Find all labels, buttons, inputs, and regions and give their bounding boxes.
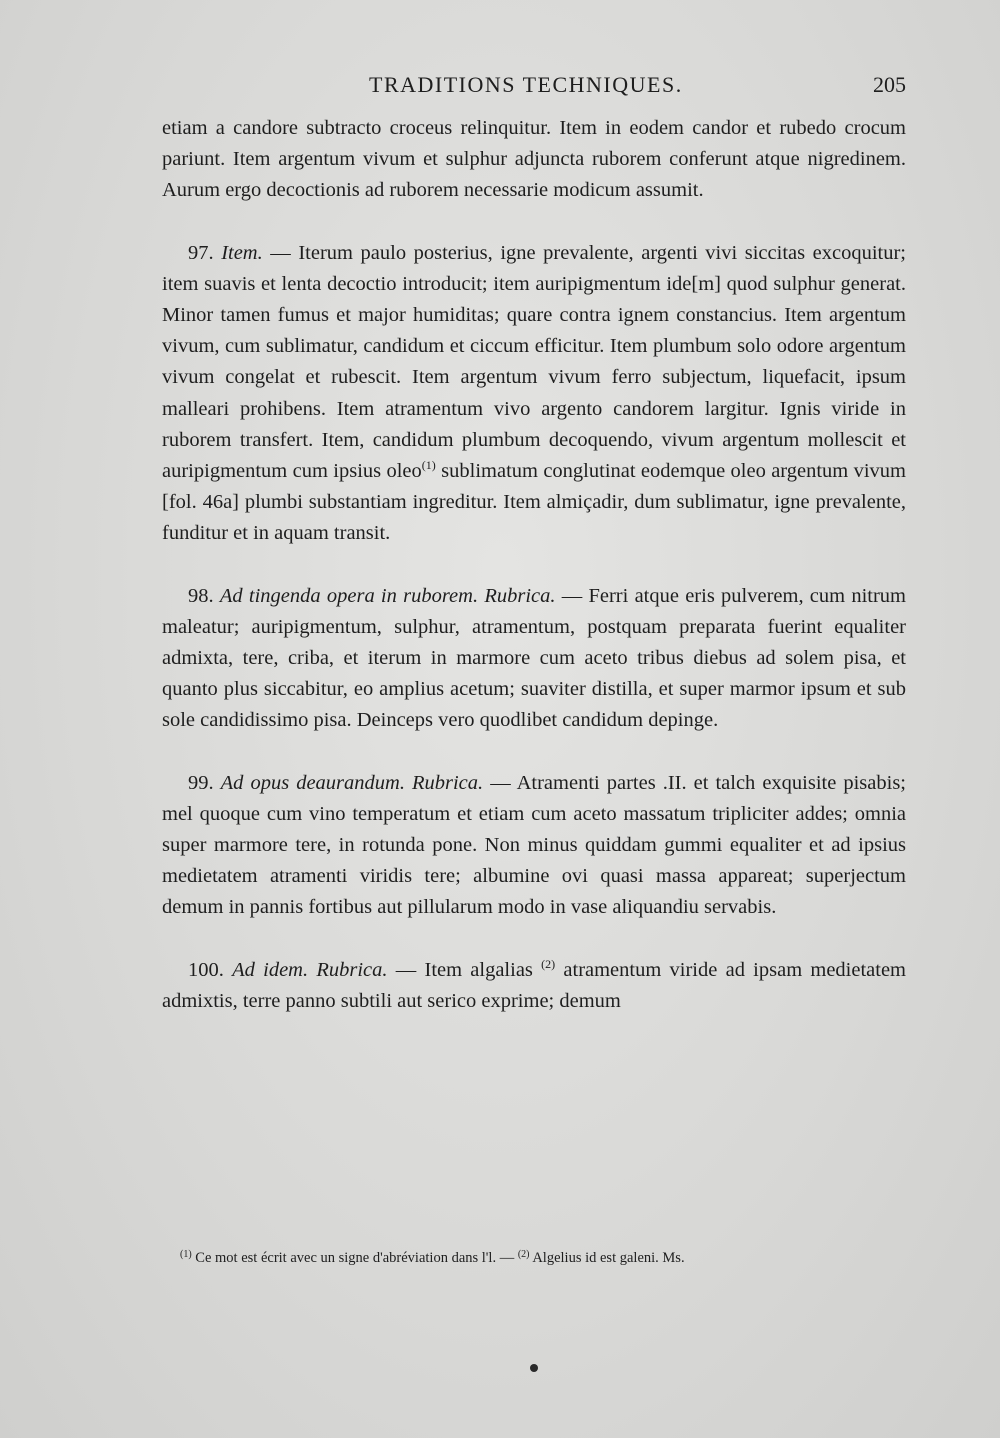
paragraph-text-continued: atramentum viride ad ipsam medietatem admixtis, terre panno subtili aut serico exprime; demum — [162, 958, 907, 1012]
footnote-mark-2: (2) — [517, 1249, 530, 1260]
paragraph-text: etiam a candore subtracto croceus relinquitur. Item in eodem candor et rubedo crocum pariunt. Item argentum vivum et sulphur adjuncta ruborem conferunt atque nigredinem. Aurum ergo decoctionis ad ruborem necessarie modicum assumit. — [162, 117, 906, 202]
paragraph-number: 97. — [188, 241, 214, 264]
paragraph-text: — Iterum paulo posterius, igne prevalente, argenti vivi siccitas excoquitur; item suavis et lenta decoctio introducit; item auripigmentum ide[m] quod sulphur generat. Minor tamen fumus et major humiditas; quare contra ignem constancius. Item argentum vivum, cum sublimatur, candidum et ciccum efficitur. Item plumbum solo odore argentum vivum congelat et rubescit. Item argentum vivum ferro subjectum, liquefacit, ipsum malleari prohibens. Item atramentum vivo argento candorem largitur. Ignis viride in ruborem transfert. Item, candidum plumbum decoquendo, vivum argentum mollescit et auripigmentum cum ipsius oleo — [162, 241, 907, 483]
paragraph-number: 99. — [188, 771, 214, 794]
paragraph-number: 98. — [188, 584, 214, 607]
paragraph-text: — Item algalias — [387, 958, 542, 981]
paragraph-99 — [162, 768, 906, 924]
paragraph-text-continued: sublimatum conglutinat eodemque oleo argentum vivum [fol. 46a] plumbi substantiam ingreditur. Item almiçadir, dum sublimatur, igne prevalente, funditur et in aquam transit. — [162, 460, 906, 545]
footnote-text-1: Ce mot est écrit avec un signe d'abréviation dans l'l. — — [195, 1250, 518, 1266]
footnote-ref-1: (1) — [421, 458, 436, 473]
paragraph-heading: Ad opus deaurandum. Rubrica. — [220, 771, 484, 794]
footnotes — [180, 1248, 880, 1268]
paragraph-98 — [162, 581, 906, 737]
paragraph-text: — Atramenti partes .II. et talch exquisite pisabis; mel quoque cum vino temperatum et etiam cum aceto massatum tripliciter addes; omnia super marmore tere, in rotunda pone. Non minus quiddam gummi equaliter et ad ipsius medietatem atramenti viridis tere; albumine ovi quasi massa appareat; superjectum demum in pannis fortibus aut pillularum modo in vase aliquandiu servabis. — [162, 771, 906, 919]
paragraph-heading: Item. — [221, 241, 263, 264]
footnote-ref-2: (2) — [541, 956, 556, 971]
paragraph-97 — [162, 238, 906, 550]
paragraph-text: — Ferri atque eris pulverem, cum nitrum maleatur; auripigmentum, sulphur, atramentum, postquam preparata fuerint equaliter admixta, tere, criba, et iterum in marmore cum aceto tribus diebus ad solem pisa, et quanto plus siccabitur, eo amplius acetum; suaviter distilla, et super marmor ipsum et sub sole candidissimo pisa. Deinceps vero quodlibet candidum depinge. — [162, 584, 907, 732]
footnote-mark-1: (1) — [180, 1249, 192, 1260]
paragraph-number: 100. — [188, 958, 224, 981]
paragraph-100 — [162, 955, 906, 1017]
page-header — [160, 72, 906, 102]
ink-dot-mark — [530, 1364, 538, 1372]
page-number: 205 — [873, 72, 906, 97]
paragraph-continuation — [162, 113, 906, 207]
running-title: TRADITIONS TECHNIQUES. — [369, 72, 683, 97]
paragraph-heading: Ad tingenda opera in ruborem. Rubrica. — [219, 584, 556, 607]
footnote-text-2: Algelius id est galeni. Ms. — [532, 1250, 685, 1266]
body-text — [162, 113, 906, 1017]
paragraph-heading: Ad idem. Rubrica. — [232, 958, 388, 981]
